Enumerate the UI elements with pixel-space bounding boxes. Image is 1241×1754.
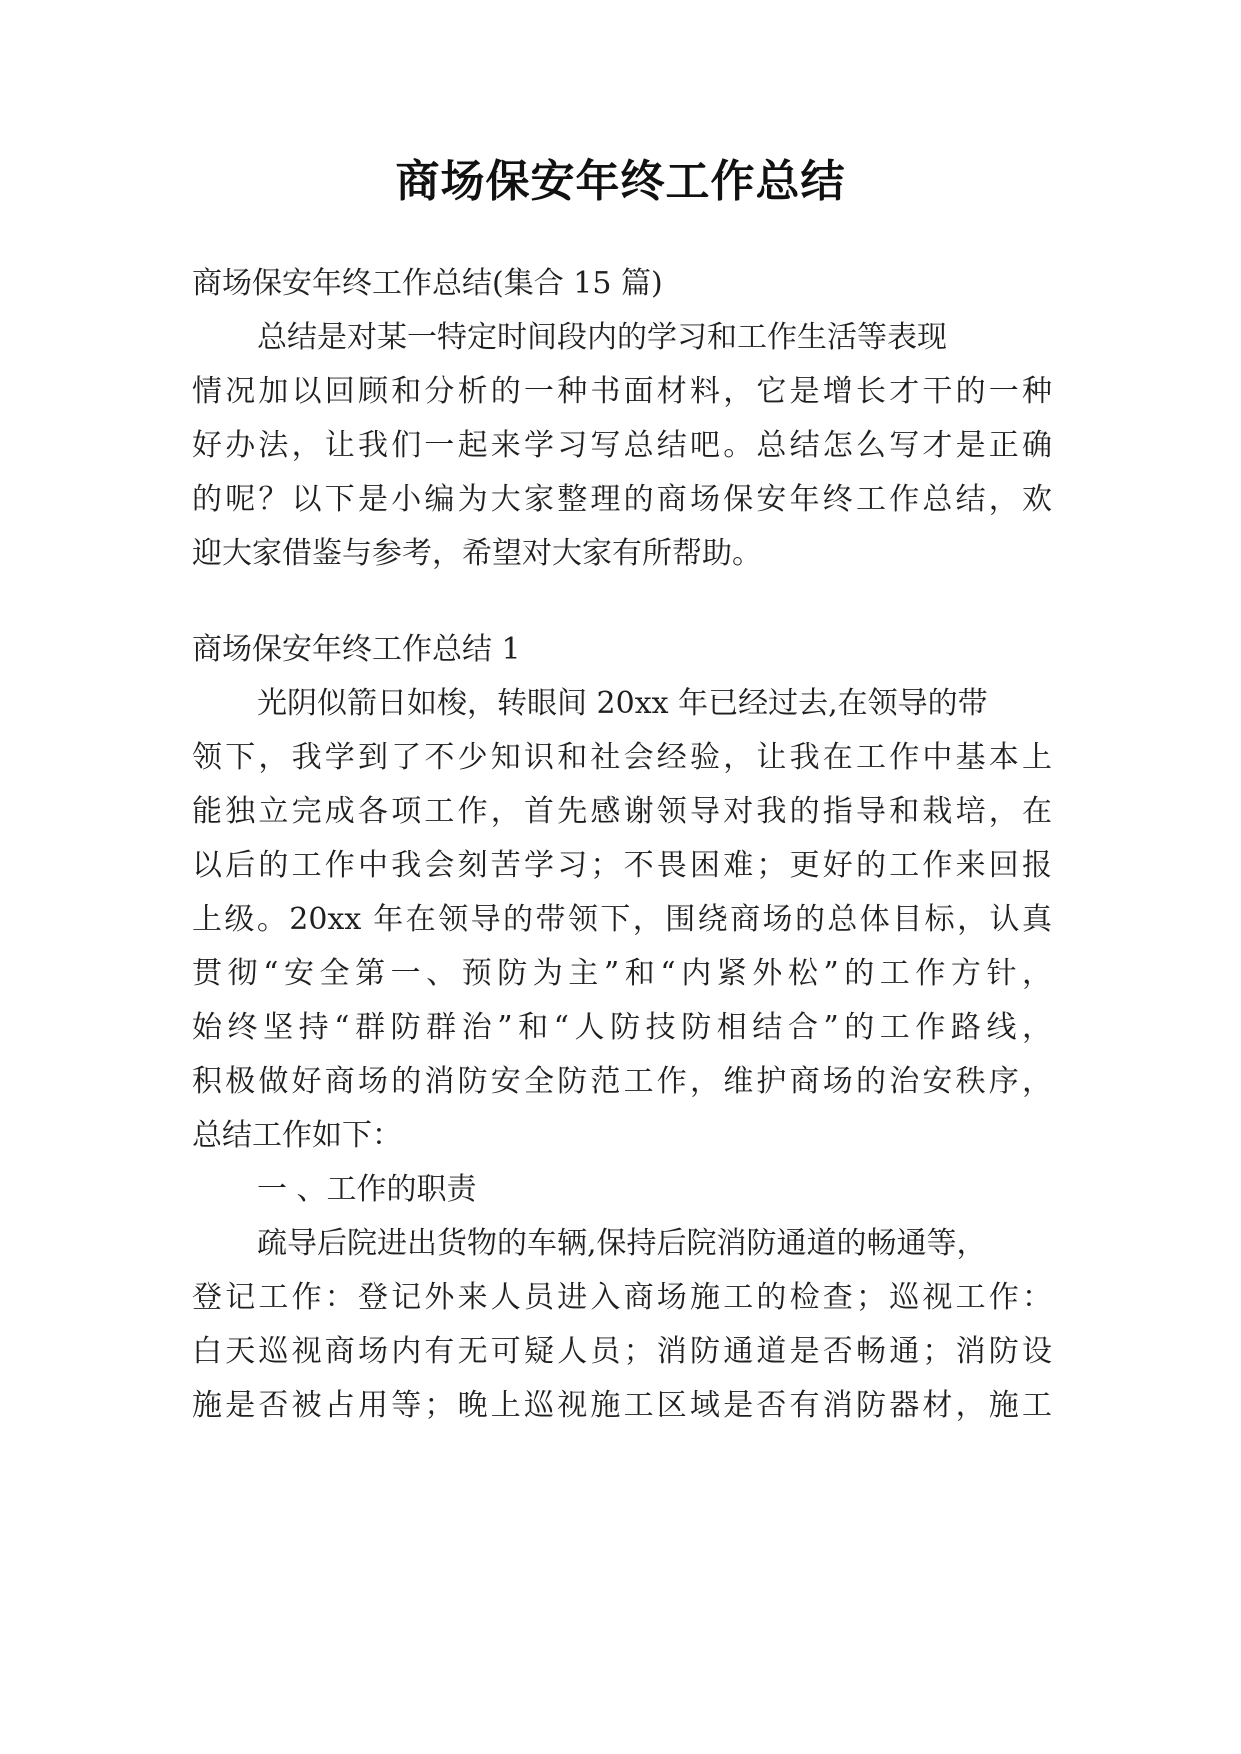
paragraph-line: 施是否被占用等；晚上巡视施工区域是否有消防器材，施工 bbox=[192, 1388, 1052, 1423]
document-title: 商场保安年终工作总结 bbox=[395, 156, 846, 207]
paragraph-line: 领下，我学到了不少知识和社会经验，让我在工作中基本上 bbox=[192, 740, 1052, 775]
paragraph-line: 总结工作如下： bbox=[192, 1118, 402, 1153]
paragraph-line: 能独立完成各项工作，首先感谢领导对我的指导和栽培，在 bbox=[192, 794, 1052, 829]
intro-line: 情况加以回顾和分析的一种书面材料，它是增长才干的一种 bbox=[192, 374, 1052, 409]
intro-line: 总结是对某一特定时间段内的学习和工作生活等表现 bbox=[257, 320, 947, 355]
paragraph-line: 上级。20xx 年在领导的带领下，围绕商场的总体目标，认真 bbox=[192, 902, 1052, 937]
paragraph-line: 光阴似箭日如梭，转眼间 20xx 年已经过去,在领导的带 bbox=[257, 686, 988, 721]
intro-line: 的呢？以下是小编为大家整理的商场保安年终工作总结，欢 bbox=[192, 482, 1052, 517]
intro-line: 迎大家借鉴与参考，希望对大家有所帮助。 bbox=[192, 536, 762, 571]
intro-line: 好办法，让我们一起来学习写总结吧。总结怎么写才是正确 bbox=[192, 428, 1052, 463]
item-heading: 一 、工作的职责 bbox=[257, 1172, 477, 1207]
document-subtitle: 商场保安年终工作总结(集合 15 篇) bbox=[192, 266, 663, 301]
paragraph-line: 贯彻“安全第一、预防为主”和“内紧外松”的工作方针， bbox=[192, 956, 1052, 991]
paragraph-line: 登记工作：登记外来人员进入商场施工的检查；巡视工作： bbox=[192, 1280, 1052, 1315]
paragraph-line: 以后的工作中我会刻苦学习；不畏困难；更好的工作来回报 bbox=[192, 848, 1052, 883]
paragraph-line: 白天巡视商场内有无可疑人员；消防通道是否畅通；消防设 bbox=[192, 1334, 1052, 1369]
section-heading: 商场保安年终工作总结 1 bbox=[192, 632, 521, 667]
paragraph-line: 始终坚持“群防群治”和“人防技防相结合”的工作路线， bbox=[192, 1010, 1052, 1045]
paragraph-line: 疏导后院进出货物的车辆,保持后院消防通道的畅通等， bbox=[257, 1226, 987, 1261]
paragraph-line: 积极做好商场的消防安全防范工作，维护商场的治安秩序， bbox=[192, 1064, 1052, 1099]
